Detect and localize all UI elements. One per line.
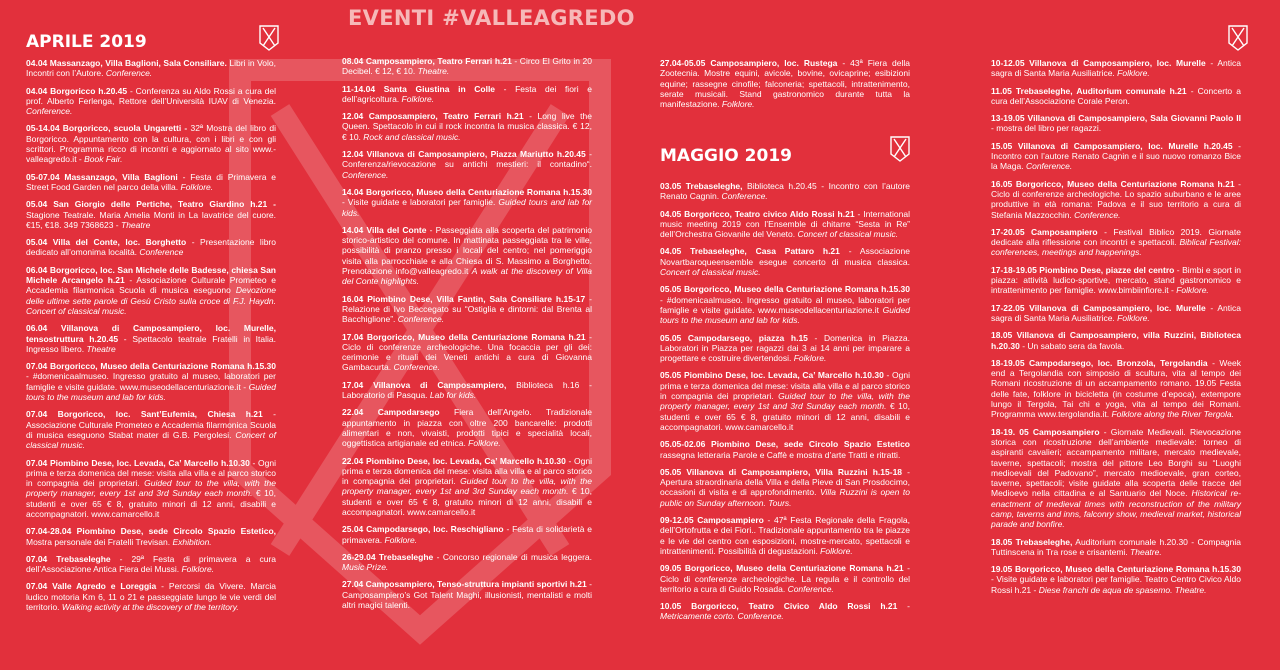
event-text: - Camposampiero’s Got Talent Maghi, illusionisti, mentalisti e molti altri magici talenti. (342, 579, 592, 611)
event-english: A walk at the discovery of Villa del Conte highlights. (342, 266, 592, 287)
event-entry (26, 237, 276, 258)
event-entry (342, 149, 592, 180)
event-english: Folklore. (1176, 285, 1209, 296)
event-heading: 18.05 Trebaseleghe, (991, 536, 1073, 547)
event-english: Folklore. (468, 438, 501, 449)
events-column (26, 58, 276, 619)
event-english: Rock and classical music. (363, 131, 461, 142)
event-entry (660, 246, 910, 277)
event-heading: 17-22.05 Villanova di Camposampiero, loc. Murelle (991, 302, 1206, 313)
event-heading: 07.04 Trebaseleghe (26, 553, 111, 564)
event-heading: 05-14.04 Borgoricco, scuola Ungaretti - (26, 123, 188, 134)
event-english: Folklore. (180, 181, 214, 192)
event-english: Folklore. (384, 534, 418, 545)
event-english: Conference (139, 247, 184, 258)
event-text: - Week end a Tergolandia con simposio di scultura, vita al tempo dei Romani ricostruzione di un accampamento romano. 19.05 Festa delle fate, folklore in bicicletta (in costume d’epoca), extempore lungo il Tergola, Tai chi e yoga, vita al tempo dei Romani. Programma www.tergolandia.it. (991, 357, 1241, 420)
event-english: Concert of classical music. (660, 267, 761, 278)
event-text: - #domenicaalmuseo. Ingresso gratuito al museo, laboratori per famiglie e visite guidate. www.museodellacenturiazione.it (660, 294, 910, 315)
event-english: Devozione delle ultime sette parole di Gesù Cristo sulla croce di F.J. Haydn. Concert of classical music. (26, 285, 276, 316)
event-entry (342, 187, 592, 218)
event-text: - Antica sagra di Santa Maria Ausiliatrice. (991, 58, 1241, 79)
event-heading: 04.05 Trebaseleghe, Casa Pattaro h.21 (660, 246, 840, 257)
event-text: € 10, studenti e over 65 € 8, gratuito minori di 12 anni, disabili e accompagnatori. www.camarcello.it (26, 488, 276, 519)
event-heading: 05.05 Borgoricco, Museo della Centuriazione Romana h.15.30 (660, 284, 910, 295)
event-heading: 07.04-28.04 Piombino Dese, sede Circolo Spazio Estetico, (26, 526, 276, 537)
event-text: - Domenica in Piazza. Laboratori in Piazza per ragazzi dai 3 ai 14 anni per imparare a progettare e costruire divertendosi. (660, 332, 910, 364)
event-heading: 18.05 Villanova di Camposampiero, villa Ruzzini, Biblioteca h.20.30 (991, 330, 1241, 351)
event-heading: 27.04 Camposampiero, Tenso-struttura impianti sportivi h.21 (342, 579, 587, 590)
event-entry (660, 333, 910, 364)
event-text: - Passeggiata alla scoperta del patrimonio storico-artistico del comune. In mattinata passeggiata tra le ville, possibilità di pranzo presso i locali del centro; nel pomeriggio visita alla parrocchiale e alla Chiesa di S. Massimo a Borghetto. Prenotazione info@valleagredo.it (342, 224, 592, 277)
event-text: Auditorium comunale h.20.30 - Compagnia Tuttinscena in Tra rose e crisantemi. (991, 536, 1241, 557)
event-text: - Visite guidate e laboratori per famiglie. (342, 197, 499, 208)
event-entry (342, 294, 592, 325)
event-text: - Ciclo di conferenze archeologiche. La regula e il controllo del territorio a cura di Guido Rosada. (660, 563, 910, 594)
month-heading-april: APRILE 2019 (26, 32, 147, 52)
event-heading: 04.04 Massanzago, Villa Baglioni, Sala Consiliare. (26, 58, 227, 68)
events-column (991, 58, 1241, 602)
page-title: EVENTI #VALLEAGREDO (348, 6, 635, 30)
event-entry (26, 86, 276, 117)
event-heading: 26-29.04 Trebaseleghe (342, 551, 434, 562)
event-english: Concert of classical music. (797, 229, 899, 240)
vallea-logo-icon (1227, 24, 1249, 52)
event-entry (991, 86, 1241, 107)
event-entry (660, 601, 910, 622)
event-entry (991, 265, 1241, 296)
event-entry (660, 515, 910, 556)
events-column (342, 56, 592, 617)
event-text: - (897, 601, 910, 612)
event-english: Guided tours to the museum and lab for kids. (660, 304, 910, 326)
event-heading: 10.05 Borgoricco, Teatro Civico Aldo Rossi h.21 (660, 601, 898, 612)
event-english: Lab for kids. (429, 390, 477, 401)
event-text: - Ciclo di conferenze archeologiche. Una focaccia per gli dei: cerimonie e rituali dei Veneti antichi a cura di Giovanna Gambacurta. (342, 331, 592, 373)
event-english: Exhibition. (172, 536, 212, 547)
month-heading-may: MAGGIO 2019 (660, 146, 792, 166)
event-text: - Long live the Queen. Spettacolo in cui il rock incontra la musica classica. € 12, € 10. (342, 111, 592, 142)
event-heading: 05.05 Piombino Dese, loc. Levada, Ca’ Marcello h.10.30 (660, 370, 884, 381)
event-text: - 29ª Festa di primavera a cura dell’Associazione Antica Fiera dei Mussi. (26, 553, 276, 575)
event-entry (26, 581, 276, 612)
event-heading: 05.04 San Giorgio delle Pertiche, Teatro Giardino h.21 - (26, 199, 276, 210)
event-text: - Ciclo di conferenze archeologiche. Lo spazio suburbano e le aree produttive in età romana: Padova e il suo territorio a cura di Stefania Mazzocchin. (991, 178, 1241, 220)
event-entry (342, 56, 592, 77)
event-heading: 17.04 Borgoricco, Museo della Centuriazione Romana h.21 (342, 331, 586, 342)
event-entry (342, 332, 592, 373)
event-heading: 17-18-19.05 Piombino Dese, piazze del centro (991, 264, 1175, 275)
event-entry (342, 456, 592, 518)
event-entry (26, 458, 276, 520)
event-english: Conference. (393, 362, 440, 373)
event-entry (991, 427, 1241, 530)
event-heading: 06.04 Villanova di Camposampiero, loc. Murelle, tensostruttura h.20.45 (26, 323, 276, 344)
event-english: Conference. (105, 68, 153, 79)
event-text: - Circo El Grito in 20 Decibel. € 12, € 10. (342, 56, 592, 77)
event-heading: 03.05 Trebaseleghe, (660, 181, 743, 191)
event-text: - Un sabato sera da favola. (1019, 340, 1125, 351)
event-english: Walking activity at the discovery of the territory. (61, 602, 239, 613)
event-entry (26, 199, 276, 230)
event-heading: 06.04 Borgoricco, loc. San Michele delle Badesse, chiesa San Michele Arcangelo h.21 (26, 264, 276, 286)
event-english: Folklore. (793, 353, 827, 364)
event-entry (660, 58, 910, 109)
event-entry (26, 323, 276, 354)
event-heading: 07.04 Piombino Dese, loc. Levada, Ca’ Marcello h.10.30 (26, 457, 250, 468)
event-heading: 07.04 Borgoricco, Museo della Centuriazione Romana h.15.30 (26, 361, 276, 372)
event-text: - Conferenza/rievocazione su antichi mestieri: il contadino“. (342, 149, 592, 170)
event-entry (342, 552, 592, 573)
event-text: - Giornate Medievali. Rievocazione storica con ricostruzione dell’ambiente medievale: torneo di aspiranti cavalieri; accampamento militare, mercato medievale, taverne, spettacoli; mostra del pittore Leo Borghi su “Luoghi medioevali del Padovano”, mercato medioevale, gran corteo, taverne, spettacoli; visite guidate alla scoperta delle tracce del Medioevo nella cittadina e al Santuario del Noce. (991, 426, 1241, 499)
event-entry (342, 111, 592, 142)
event-heading: 09-12.05 Camposampiero (660, 515, 764, 526)
event-heading: 18-19. 05 Camposampiero (991, 426, 1100, 437)
event-entry (991, 179, 1241, 220)
event-heading: 07.04 Valle Agredo e Loreggia (26, 581, 157, 592)
event-entry (26, 409, 276, 450)
event-english: Conference. (721, 191, 768, 202)
event-heading: 05.05 Villanova di Camposampiero, Villa Ruzzini h.15-18 (660, 466, 903, 477)
event-entry (26, 58, 276, 79)
event-english: Diese franchi de aqua de spasemo. Theatre. (1038, 584, 1207, 595)
event-english: Metricamente corto. Conference. (660, 611, 784, 622)
event-text: - 47ª Festa Regionale della Fragola, dell’Ortofrutta e dei Fiori.. Tradizionale appuntamento tra le piazze e le vie del centro con esposizioni, mostre-mercato, spettacoli e intrattenimenti. Possibilità di degustazioni. (660, 515, 910, 556)
event-english: Folklore. (181, 564, 215, 575)
event-heading: 17.04 Villanova di Camposampiero, (342, 379, 507, 390)
event-entry (342, 579, 592, 610)
event-english: Book Fair. (84, 154, 123, 165)
event-english: Villa Ruzzini is open to public on Sunday afternoon. Tours. (660, 487, 910, 508)
event-text: - #domenicaalmuseo. Ingresso gratuito al museo, laboratori per famiglie e visite guidate. www.museodellacenturiazione.it - (26, 371, 276, 392)
event-english: Conference. (26, 106, 73, 117)
event-english: Theatre. (1130, 546, 1162, 557)
event-heading: 08.04 Camposampiero, Teatro Ferrari h.21 (342, 56, 512, 66)
event-english: Guided tour to the villa, with the property manager, every 1st and 3rd Sunday each month. (26, 478, 276, 499)
event-entry (342, 524, 592, 545)
event-entry (26, 361, 276, 402)
event-heading: 12.04 Camposampiero, Teatro Ferrari h.21 (342, 111, 524, 122)
event-text: rassegna letteraria Parole e Caffè e mostra d’arte Tratti e ritratti. (660, 449, 901, 460)
event-heading: 05.05 Campodarsego, piazza h.15 (660, 332, 808, 343)
events-column (660, 58, 910, 116)
event-english: Conference. (1025, 161, 1073, 172)
event-heading: 27.04-05.05 Camposampiero, loc. Rustega (660, 58, 838, 68)
event-english: Conference. (1074, 209, 1121, 220)
event-entry (26, 554, 276, 575)
event-heading: 18-19.05 Campodarsego, loc. Bronzola, Tergolandia (991, 357, 1208, 368)
event-text: Biblioteca h.20.45 - Incontro con l’autore Renato Cagnin. (660, 181, 911, 202)
event-entry (26, 265, 276, 316)
event-text: - Festa di Primavera e Street Food Garden nel parco della villa. (26, 171, 276, 192)
event-entry (991, 330, 1241, 351)
event-text: - Festa di solidarietà e primavera. (342, 524, 592, 545)
event-text: Fiera dell’Angelo. Tradizionale appuntamento in piazza con oltre 200 bancarelle: prodotti alimentari e non, vivaisti, prodotti tipici e specialità locali, oggettistica artigianale ed etnica. (342, 407, 592, 449)
vallea-logo-icon (889, 135, 911, 163)
event-entry (660, 563, 910, 594)
event-entry (342, 380, 592, 401)
event-english: Conference. (787, 583, 834, 594)
event-heading: 19.05 Borgoricco, Museo della Centuriazione Romana h.15.30 (991, 564, 1241, 575)
event-text: - Ogni prima e terza domenica del mese: visita alla villa e al parco storico in compagnia dei proprietari. (26, 457, 276, 489)
event-text: Biblioteca h.16 - Laboratorio di Pasqua. (342, 379, 592, 401)
event-english: Conference. (342, 169, 389, 180)
events-column (660, 181, 910, 629)
event-heading: 11-14.04 Santa Giustina in Colle (342, 83, 496, 94)
event-text: - Concerto a cura dell’Associazione Corale Peron. (991, 85, 1241, 106)
event-heading: 14.04 Villa del Conte (342, 224, 427, 235)
event-text: - Associazione Culturale Prometeo e Accademia filarmonica Scuola di musica eseguono (26, 275, 276, 296)
event-heading: 05.05-02.06 Piombino Dese, sede Circolo Spazio Estetico (660, 439, 910, 450)
event-heading: 07.04 Borgoricco, loc. Sant’Eufemia, Chiesa h.21 (26, 409, 263, 420)
event-entry (991, 113, 1241, 134)
event-text: - 43ª Fiera della Zootecnia. Mostre equini, avicole, bovine, ovicaprine; esibizioni equine; rassegne cinofile; falconeria; spettacoli, intrattenimento, serate musicali. Stand gastronomico durante tutta la manifestazione. (660, 58, 911, 110)
event-english: Concert of classical music. (26, 429, 277, 451)
event-entry (342, 225, 592, 287)
event-heading: 16.04 Piombino Dese, Villa Fantin, Sala Consiliare h.15-17 (342, 293, 586, 304)
event-english: Theatre (121, 219, 151, 230)
event-text: € 10, studenti e over 65 € 8, gratuito minori di 12 anni, disabili e accompagnatori. www.camarcello.it (342, 486, 592, 517)
event-text: € 10, studenti e over 65 € 8, gratuito minori di 12 anni, disabili e accompagnatori. www.camarcello.it (660, 401, 910, 432)
event-entry (660, 284, 910, 325)
event-text: - Visite guidate e laboratori per famiglie. Teatro Centro Civico Aldo Rossi h.21 - (991, 574, 1241, 595)
event-entry (991, 537, 1241, 558)
event-entry (991, 564, 1241, 595)
event-text: Mostra personale dei Fratelli Trevisan. (26, 536, 173, 547)
event-text: - mostra del libro per ragazzi. (991, 123, 1102, 134)
event-text: - Antica sagra di Santa Maria Ausiliatrice. (991, 302, 1241, 323)
event-text: - Ogni prima e terza domenica del mese: visita alla villa e al parco storico in compagnia dei proprietari. (342, 455, 592, 487)
event-english: Guided tour to the villa, with the property manager, every 1st and 3rd Sunday each month. (660, 391, 910, 412)
event-english: Conference. (397, 314, 445, 325)
event-entry (660, 370, 910, 432)
event-text: - Incontro con l’autore Renato Cagnin e il suo nuovo romanzo Bice la Maga. (991, 140, 1241, 172)
event-english: Guided tour to the villa, with the property manager, every 1st and 3rd Sunday each month. (342, 476, 592, 497)
event-heading: 15.05 Villanova di Camposampiero, loc. Murelle h.20.45 (991, 140, 1233, 151)
event-heading: 12.04 Villanova di Camposampiero, Piazza Mariutto h.20.45 (342, 149, 586, 160)
event-heading: 04.04 Borgoricco h.20.45 (26, 85, 128, 96)
event-text: - Associazione Culturale Prometeo e Accademia filarmonica Scuola di musica eseguono Stabat mater di G.B. Pergolesi. (26, 409, 276, 440)
event-text: - Ogni prima e terza domenica del mese: visita alla villa e al parco storico in compagnia dei proprietari. (660, 370, 910, 402)
event-text: - Presentazione libro dedicato all’omonima località. (26, 237, 276, 258)
event-english: Folklore. (1117, 68, 1150, 79)
event-entry (991, 303, 1241, 324)
event-text: - Relazione di Ivo Beccegato su “Ostiglia e dintorni: dal Brenta al Bacchiglione”. (342, 293, 592, 325)
event-heading: 22.04 Campodarsego (342, 407, 440, 418)
event-heading: 11.05 Trebaseleghe, Auditorium comunale h.21 (991, 85, 1187, 96)
event-heading: 04.05 Borgoricco, Teatro civico Aldo Rossi h.21 (660, 208, 855, 219)
event-heading: 22.04 Piombino Dese, loc. Levada, Ca’ Marcello h.10.30 (342, 455, 566, 466)
event-entry (342, 407, 592, 448)
event-heading: 10-12.05 Villanova di Camposampiero, loc. Murelle (991, 58, 1206, 68)
event-text: - International music meeting 2019 con l’Ensemble di chitarre “Sesta in Re” dell’Orchestra Giovanile del Veneto. (660, 208, 911, 240)
event-text: - Associazione Novartbaroqueensemble esegue concerto di musica classica. (660, 246, 910, 267)
event-entry (660, 181, 910, 202)
event-entry (660, 209, 910, 240)
event-entry (26, 526, 276, 547)
event-entry (991, 358, 1241, 420)
event-entry (991, 141, 1241, 172)
event-entry (26, 172, 276, 193)
event-entry (991, 58, 1241, 79)
event-text: Libri in Volo, Incontri con l’Autore. (26, 58, 276, 79)
event-english: Historical re-enactment of medieval times with reconstruction of the military camp, taverns and inns, falconry show, medieval market, historical parade and bonfire. (991, 488, 1241, 530)
event-text: - Festa dei fiori e dell’agricoltura. (342, 83, 592, 104)
event-english: Theatre (86, 343, 116, 354)
event-heading: 16.05 Borgoricco, Museo della Centuriazione Romana h.21 (991, 178, 1235, 189)
event-text: - Festival Biblico 2019. Giornate dedicate alla riflessione con incontri e spettacoli. (991, 226, 1241, 248)
event-english: Theatre. (417, 66, 450, 77)
event-heading: 05.04 Villa del Conte, loc. Borghetto (26, 237, 187, 248)
event-english: Music Prize. (342, 562, 389, 573)
event-entry (342, 84, 592, 105)
event-entry (991, 227, 1241, 258)
vallea-logo-icon (258, 24, 280, 52)
event-english: Folklore along the River Tergola. (1111, 409, 1234, 420)
event-heading: 25.04 Campodarsego, loc. Reschigliano (342, 524, 504, 535)
event-text: - Apertura straordinaria della Villa e della Pieve di San Prosdocimo, occasioni di visita e di approfondimento. (660, 466, 910, 498)
event-english: Guided tours to the museum and lab for kids. (26, 381, 276, 403)
event-text: 32ª Mostra del libro di Borgoricco. Appuntamento con la cultura, con i libri e con gli scrittori. Programma ricco di incontri e aggiornato al sito www.-valleagredo.it - (26, 123, 276, 165)
event-heading: 14.04 Borgoricco, Museo della Centuriazione Romana h.15.30 (342, 186, 592, 197)
event-entry (26, 123, 276, 164)
event-english: Folklore. (721, 99, 755, 110)
event-text: - Conferenza su Aldo Rossi a cura del prof. Alberto Ferlenga, Rettore dell’Università IUAV di Venezia. (26, 85, 276, 106)
event-english: Guided tours and lab for kids. (342, 197, 593, 218)
event-text: - Concorso regionale di musica leggera. (433, 551, 592, 562)
event-english: Folklore. (820, 545, 853, 556)
event-text: - Spettacolo teatrale Fratelli in Italia. Ingresso libero. (26, 333, 276, 354)
event-text: - Bimbi e sport in piazza: attività ludico-sportive, mercato, stand gastronomico e intrattenimento per famiglie. www.bimbiinfiore.it - (991, 264, 1241, 296)
event-heading: 13-19.05 Villanova di Camposampiero, Sala Giovanni Paolo II (991, 113, 1241, 124)
event-english: Biblical Festival: conferences, meetings and happenings. (991, 237, 1241, 258)
event-heading: 09.05 Borgoricco, Museo della Centuriazione Romana h.21 (660, 563, 904, 574)
event-entry (660, 467, 910, 508)
event-entry (660, 439, 910, 460)
event-english: Folklore. (1117, 312, 1150, 323)
event-text: Stagione Teatrale. Maria Amelia Monti in La lavatrice del cuore. €15, €18. 349 7368623 - (26, 209, 276, 230)
event-text: - Percorsi da Vivere. Marcia ludico motoria Km 6, 11 o 21 e passeggiate lungo le vie verdi del territorio. (26, 581, 277, 613)
event-heading: 17-20.05 Camposampiero (991, 226, 1098, 237)
event-english: Folklore. (401, 93, 435, 104)
event-heading: 05-07.04 Massanzago, Villa Baglioni (26, 171, 178, 182)
